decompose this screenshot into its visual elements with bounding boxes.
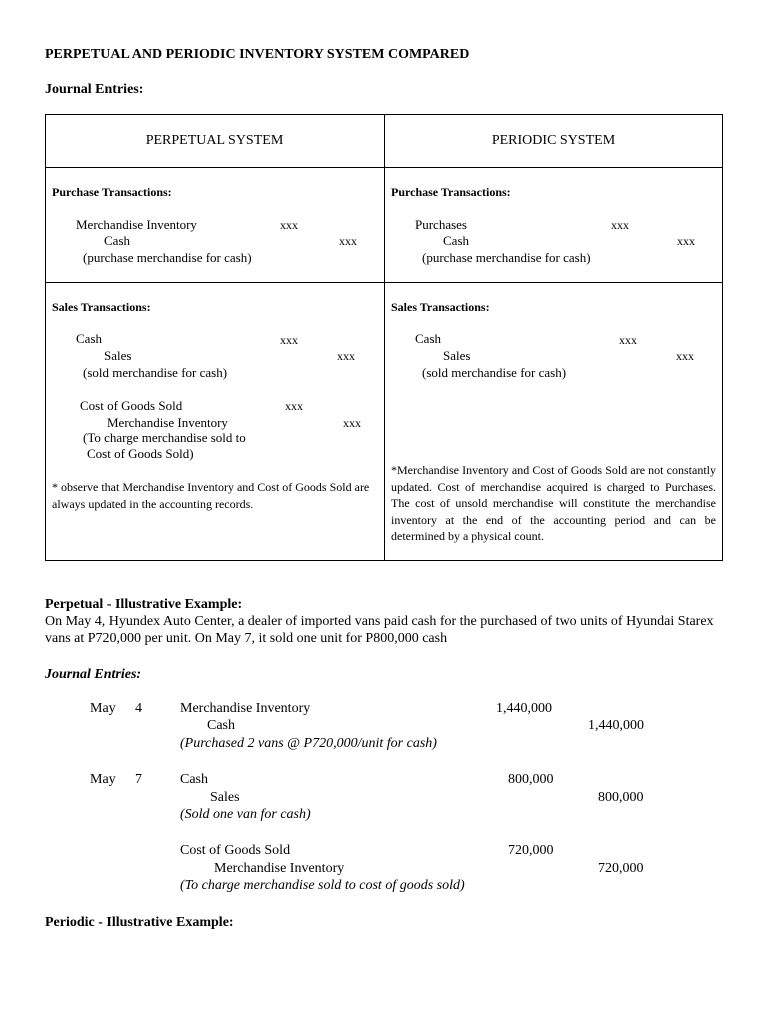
- entry-2-month: May: [90, 772, 116, 787]
- periodic-sales-credit-amount: xxx: [676, 349, 694, 363]
- entry-3-credit-amount: 720,000: [598, 861, 644, 876]
- perpetual-cogs-debit-account: Cost of Goods Sold: [80, 398, 183, 413]
- perpetual-purchase-credit-amount: xxx: [339, 234, 357, 248]
- perpetual-header: PERPETUAL SYSTEM: [145, 133, 284, 148]
- perpetual-cogs-debit-amount: xxx: [285, 399, 303, 413]
- periodic-purchase-credit-account: Cash: [443, 233, 469, 248]
- entry-1-credit-amount: 1,440,000: [588, 718, 644, 733]
- entry-3-credit-account: Merchandise Inventory: [214, 861, 345, 876]
- periodic-purchase-credit-amount: xxx: [677, 234, 695, 248]
- entry-1-debit-account: Merchandise Inventory: [180, 701, 311, 716]
- table-column-divider: [384, 114, 385, 561]
- periodic-purchase-debit-account: Purchases: [415, 217, 467, 232]
- perpetual-cogs-memo-line-1: (To charge merchandise sold to: [83, 430, 246, 445]
- journal-entries-label: Journal Entries:: [45, 82, 144, 97]
- entry-2-credit-account: Sales: [210, 790, 240, 805]
- perpetual-purchase-debit-account: Merchandise Inventory: [76, 217, 197, 232]
- periodic-example-heading: Periodic - Illustrative Example:: [45, 915, 234, 930]
- perpetual-cogs-credit-account: Merchandise Inventory: [107, 415, 228, 430]
- periodic-sales-debit-amount: xxx: [619, 333, 637, 347]
- entry-2-memo: (Sold one van for cash): [180, 807, 311, 822]
- perpetual-sales-heading: Sales Transactions:: [52, 300, 151, 314]
- periodic-purchase-heading: Purchase Transactions:: [391, 185, 511, 199]
- entry-3-debit-amount: 720,000: [508, 843, 554, 858]
- perpetual-cogs-credit-amount: xxx: [343, 416, 361, 430]
- perpetual-purchase-memo: (purchase merchandise for cash): [83, 250, 252, 265]
- periodic-sales-memo: (sold merchandise for cash): [422, 365, 567, 380]
- perpetual-example-heading: Perpetual - Illustrative Example:: [45, 597, 243, 612]
- perpetual-sales-debit-amount: xxx: [280, 333, 298, 347]
- entry-1-month: May: [90, 701, 116, 716]
- perpetual-purchase-heading: Purchase Transactions:: [52, 185, 172, 199]
- periodic-sales-heading: Sales Transactions:: [391, 300, 490, 314]
- perpetual-cogs-memo-line-2: Cost of Goods Sold): [87, 446, 194, 461]
- entry-1-memo: (Purchased 2 vans @ P720,000/unit for cash): [180, 736, 437, 751]
- entry-2-debit-account: Cash: [180, 772, 208, 787]
- perpetual-note: * observe that Merchandise Inventory and Cost of Goods Sold are always updated in the accounting records.: [52, 480, 370, 511]
- entry-1-credit-account: Cash: [207, 718, 235, 733]
- periodic-purchase-memo: (purchase merchandise for cash): [422, 250, 591, 265]
- perpetual-sales-memo: (sold merchandise for cash): [83, 365, 228, 380]
- entry-3-debit-account: Cost of Goods Sold: [180, 843, 291, 858]
- periodic-sales-credit-account: Sales: [443, 348, 471, 363]
- periodic-purchase-debit-amount: xxx: [611, 218, 629, 232]
- periodic-sales-debit-account: Cash: [415, 331, 441, 346]
- entry-3-memo: (To charge merchandise sold to cost of goods sold): [180, 878, 465, 893]
- perpetual-sales-credit-account: Sales: [104, 348, 132, 363]
- table-row-divider: [45, 282, 723, 283]
- entry-2-credit-amount: 800,000: [598, 790, 644, 805]
- periodic-header: PERIODIC SYSTEM: [491, 133, 616, 148]
- perpetual-sales-debit-account: Cash: [76, 331, 102, 346]
- example-journal-label: Journal Entries:: [45, 667, 142, 682]
- perpetual-sales-credit-amount: xxx: [337, 349, 355, 363]
- entry-1-day: 4: [135, 701, 142, 716]
- page-title: PERPETUAL AND PERIODIC INVENTORY SYSTEM COMPARED: [45, 47, 470, 62]
- perpetual-purchase-credit-account: Cash: [104, 233, 130, 248]
- perpetual-example-text: On May 4, Hyundex Auto Center, a dealer of imported vans paid cash for the purchased of two units of Hyundai Starex vans at P720,000 per unit. On May 7, it sold one unit for P800,000 cash: [45, 614, 714, 646]
- periodic-note: *Merchandise Inventory and Cost of Goods Sold are not constantly updated. Cost of merchandise acquired is charged to Purchases. The cost of unsold merchandise will constitute the merchandise inventory at the end of the accounting period and can be determined by a physical count.: [391, 463, 716, 543]
- entry-1-debit-amount: 1,440,000: [496, 701, 552, 716]
- perpetual-purchase-debit-amount: xxx: [280, 218, 298, 232]
- entry-2-day: 7: [135, 772, 142, 787]
- entry-2-debit-amount: 800,000: [508, 772, 554, 787]
